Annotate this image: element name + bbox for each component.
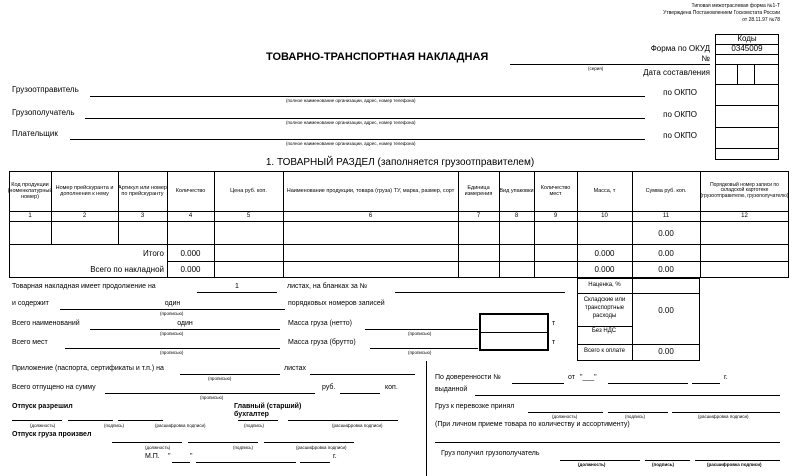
- hint-rassh: (расшифровка подписи): [296, 445, 347, 450]
- consignee-hint: (полное наименование организации, адрес, номер телефона): [286, 120, 416, 125]
- hint-rassh: (расшифровка подписи): [332, 423, 383, 428]
- col-header-2: Номер прейскуранта и дополнения к нему: [55, 185, 114, 197]
- col-header-1: Код продукции (номенклатурный номер): [7, 182, 53, 200]
- itogo-qty: 0.000: [180, 249, 201, 258]
- total-pay-value: 0.00: [658, 347, 674, 356]
- propisyu-hint: (прописью): [160, 311, 184, 316]
- propisyu-hint: (прописью): [408, 350, 432, 355]
- cargo-accepted-label: Груз к перевозке принял: [435, 403, 515, 410]
- col-num: 9: [553, 213, 558, 219]
- mass-net-label: Масса груза (нетто): [288, 320, 352, 327]
- shipper-hint: (полное наименование организации, адрес, номер телефона): [286, 98, 416, 103]
- hint-dolzhnost: (должность): [145, 445, 171, 450]
- hint-dolzhnost: (должность): [578, 462, 606, 467]
- okud-label: Форма по ОКУД: [650, 44, 710, 53]
- hint-podpis: (подпись): [244, 423, 265, 428]
- col-header-7: Единица измерения: [464, 185, 493, 197]
- okpo-shipper: по ОКПО: [663, 88, 697, 97]
- col-header-10: Масса, т: [593, 188, 616, 194]
- mass-net-unit: т: [552, 320, 556, 327]
- chief-acc-label1: Главный (старший): [234, 403, 302, 410]
- serial-records-label: порядковых номеров записей: [288, 300, 385, 307]
- propisyu-hint: (прописью): [200, 395, 224, 400]
- propisyu-hint: (прописью): [160, 350, 184, 355]
- total-places-label: Всего мест: [12, 339, 48, 346]
- personal-accept-label: (При личном приеме товара по количеству и ассортименту): [435, 421, 630, 428]
- markup-label: Наценка, %: [588, 282, 621, 288]
- propisyu-hint: (прописью): [408, 331, 432, 336]
- shipper-label: Грузоотправитель: [12, 85, 79, 94]
- col-header-4: Количество: [175, 188, 206, 194]
- col-header-3: Артикул или номер по прейскуранту: [118, 185, 167, 197]
- date-quote-close: ": [190, 453, 193, 460]
- col-num: 11: [662, 213, 670, 219]
- contains-label: и содержит: [12, 300, 49, 307]
- hint-rassh: (расшифровка подписи): [155, 423, 206, 428]
- mass-gross-unit: т: [552, 339, 556, 346]
- warehouse-value: 0.00: [658, 306, 674, 315]
- col-num: 6: [368, 213, 373, 219]
- release-allowed-label: Отпуск разрешил: [12, 403, 73, 410]
- col-num: 10: [601, 213, 608, 219]
- col-header-6: Наименование продукции, товара (груза) ТУ, марка, размер, сорт: [286, 188, 455, 194]
- hint-podpis: (подпись): [625, 414, 646, 419]
- attorney-year: г.: [724, 374, 728, 381]
- consignee-label: Грузополучатель: [12, 108, 75, 117]
- okud-value: 0345009: [731, 44, 763, 53]
- vsego-sum: 0.00: [658, 265, 674, 274]
- contains-value: один: [164, 300, 181, 307]
- col-header-9: Количество мест: [540, 185, 571, 197]
- document-title: ТОВАРНО-ТРАНСПОРТНАЯ НАКЛАДНАЯ: [266, 51, 489, 63]
- codes-label: Коды: [737, 34, 757, 43]
- power-attorney-label: По доверенности №: [435, 374, 501, 381]
- no-vat-label: Без НДС: [591, 328, 617, 334]
- form-type-line3: от 28.11.97 №78: [742, 17, 780, 23]
- propisyu-hint: (прописью): [160, 331, 184, 336]
- col-header-8: Вид упаковки: [499, 188, 534, 194]
- mass-gross-label: Масса груза (брутто): [288, 339, 356, 346]
- hint-dolzhnost: (должность): [552, 414, 578, 419]
- col-num: 2: [82, 213, 87, 219]
- continuation-label: Товарная накладная имеет продолжение на: [12, 283, 156, 290]
- hint-rassh: (расшифровка подписи): [698, 414, 749, 419]
- form-type-line2: Утверждена Постановлением Госкомстата России: [663, 10, 780, 16]
- number-label: №: [701, 54, 710, 63]
- col-num: 7: [476, 213, 481, 219]
- col-num: 4: [188, 213, 193, 219]
- vsego-qty: 0.000: [180, 265, 201, 274]
- row-sum: 0.00: [658, 229, 674, 238]
- appendix-label: Приложение (паспорта, сертификаты и т.п.) на: [12, 365, 164, 372]
- attorney-day: "___": [580, 374, 597, 381]
- release-done-label: Отпуск груза произвел: [12, 431, 92, 438]
- chief-acc-label2: бухгалтер: [234, 411, 269, 418]
- col-header-12: Порядковый номер записи по складской картотеке (грузоотправителю, грузополучателю): [700, 181, 789, 199]
- col-num: 8: [514, 213, 519, 219]
- itogo-mass: 0.000: [594, 249, 615, 258]
- cargo-received-label: Груз получил грузополучатель: [441, 450, 540, 457]
- mp-label: М.П.: [145, 453, 160, 460]
- payer-label: Плательщик: [12, 129, 58, 138]
- rub-label: руб.: [322, 384, 336, 391]
- itogo-sum: 0.00: [658, 249, 674, 258]
- okpo-consignee: по ОКПО: [663, 110, 697, 119]
- vsego-mass: 0.000: [594, 265, 615, 274]
- ot-label: от: [568, 374, 575, 381]
- hint-podpis: (подпись): [652, 462, 675, 467]
- payer-hint: (полное наименование организации, адрес, номер телефона): [286, 141, 416, 146]
- form-type-line1: Типовая межотраслевая форма №1-Т: [691, 3, 780, 9]
- sheets-value: 1: [235, 283, 239, 290]
- hint-podpis: (подпись): [104, 423, 125, 428]
- col-num: 1: [28, 213, 32, 219]
- col-header-5: Цена руб. коп.: [230, 188, 267, 194]
- hint-podpis: (подпись): [233, 445, 254, 450]
- date-label: Дата составления: [643, 68, 710, 77]
- col-num: 12: [741, 213, 748, 219]
- propisyu-hint: (прописью): [208, 376, 232, 381]
- year-label: г.: [333, 453, 337, 460]
- hint-rassh: (расшифровка подписи): [707, 462, 762, 467]
- listah-label: листах: [284, 365, 307, 372]
- okpo-payer: по ОКПО: [663, 131, 697, 140]
- col-header-11: Сумма руб. коп.: [645, 188, 687, 194]
- hint-dolzhnost: (должность): [30, 423, 56, 428]
- total-names-value: один: [177, 320, 193, 327]
- warehouse-label: Складские или транспортные расходы: [583, 297, 626, 319]
- date-quote-open: ": [168, 453, 171, 460]
- issued-label: выданной: [435, 386, 468, 393]
- seria-hint: (серия): [588, 66, 604, 71]
- total-pay-label: Всего к оплате: [583, 348, 625, 354]
- kop-label: коп.: [385, 384, 398, 391]
- released-sum-label: Всего отпущено на сумму: [12, 384, 96, 391]
- section1-title: 1. ТОВАРНЫЙ РАЗДЕЛ (заполняется грузоотправителем): [265, 157, 535, 168]
- total-names-label: Всего наименований: [12, 320, 80, 327]
- col-num: 3: [140, 213, 145, 219]
- col-num: 5: [246, 213, 251, 219]
- itogo-label: Итого: [143, 249, 164, 258]
- vsego-label: Всего по накладной: [90, 265, 164, 274]
- sheets-text: листах, на бланках за №: [287, 283, 368, 290]
